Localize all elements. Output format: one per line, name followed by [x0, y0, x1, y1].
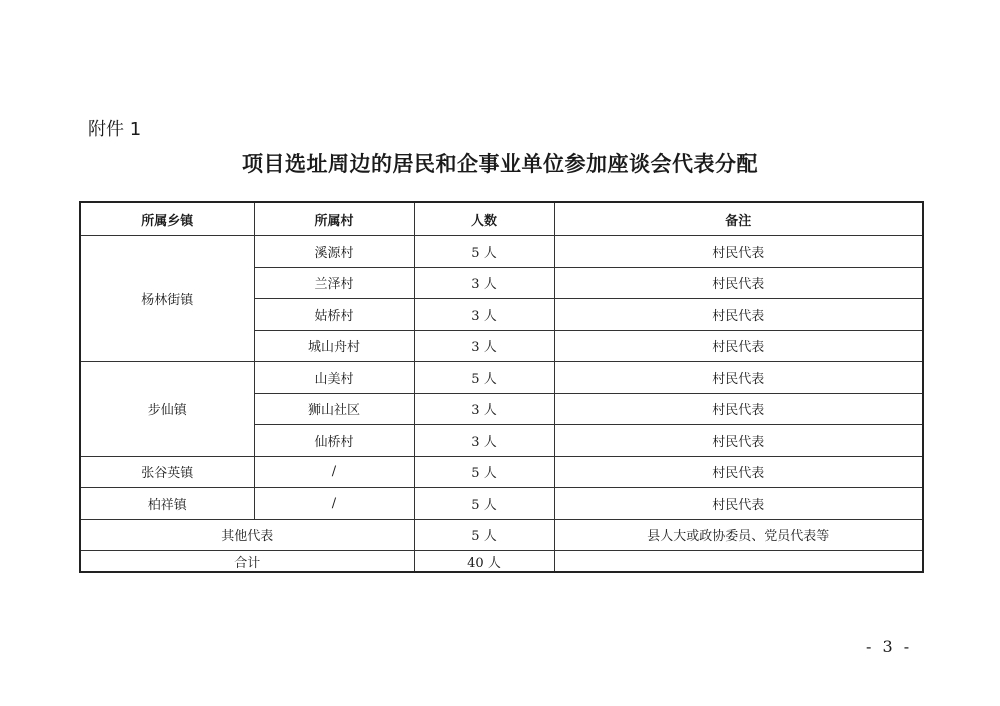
village-cell: 姑桥村: [254, 299, 414, 331]
total-label-cell: 合计: [80, 551, 414, 573]
count-cell: 5 人: [414, 519, 554, 551]
note-cell: 县人大或政协委员、党员代表等: [554, 519, 923, 551]
count-cell: 3 人: [414, 393, 554, 425]
allocation-table: [79, 201, 924, 573]
header-count: 人数: [414, 202, 554, 236]
town-cell: 杨林街镇: [80, 236, 254, 362]
page-number: - 3 -: [866, 637, 913, 656]
note-cell: 村民代表: [554, 488, 923, 520]
note-cell: 村民代表: [554, 393, 923, 425]
count-cell: 5 人: [414, 456, 554, 488]
town-cell: 张谷英镇: [80, 456, 254, 488]
town-cell: 柏祥镇: [80, 488, 254, 520]
count-cell: 3 人: [414, 299, 554, 331]
village-cell: 溪源村: [254, 236, 414, 268]
other-representatives-row: [80, 519, 923, 551]
note-cell: 村民代表: [554, 299, 923, 331]
village-cell: 城山舟村: [254, 330, 414, 362]
total-note-cell: [554, 551, 923, 573]
village-cell: /: [254, 456, 414, 488]
note-cell: 村民代表: [554, 267, 923, 299]
table-row: [80, 236, 923, 268]
attachment-label: 附件 1: [88, 119, 142, 140]
other-label-cell: 其他代表: [80, 519, 414, 551]
header-village: 所属村: [254, 202, 414, 236]
village-cell: 兰泽村: [254, 267, 414, 299]
note-cell: 村民代表: [554, 362, 923, 394]
count-cell: 3 人: [414, 330, 554, 362]
table-row: [80, 362, 923, 394]
town-cell: 步仙镇: [80, 362, 254, 457]
count-cell: 5 人: [414, 236, 554, 268]
village-cell: 狮山社区: [254, 393, 414, 425]
count-cell: 3 人: [414, 267, 554, 299]
note-cell: 村民代表: [554, 330, 923, 362]
table-row: [80, 488, 923, 520]
village-cell: /: [254, 488, 414, 520]
header-note: 备注: [554, 202, 923, 236]
note-cell: 村民代表: [554, 236, 923, 268]
document-title: 项目选址周边的居民和企事业单位参加座谈会代表分配: [242, 152, 758, 176]
village-cell: 山美村: [254, 362, 414, 394]
note-cell: 村民代表: [554, 456, 923, 488]
village-cell: 仙桥村: [254, 425, 414, 457]
total-row: [80, 551, 923, 573]
count-cell: 3 人: [414, 425, 554, 457]
table-header-row: [80, 202, 923, 236]
count-cell: 5 人: [414, 362, 554, 394]
header-town: 所属乡镇: [80, 202, 254, 236]
total-count-cell: 40 人: [414, 551, 554, 573]
note-cell: 村民代表: [554, 425, 923, 457]
table-row: [80, 456, 923, 488]
count-cell: 5 人: [414, 488, 554, 520]
